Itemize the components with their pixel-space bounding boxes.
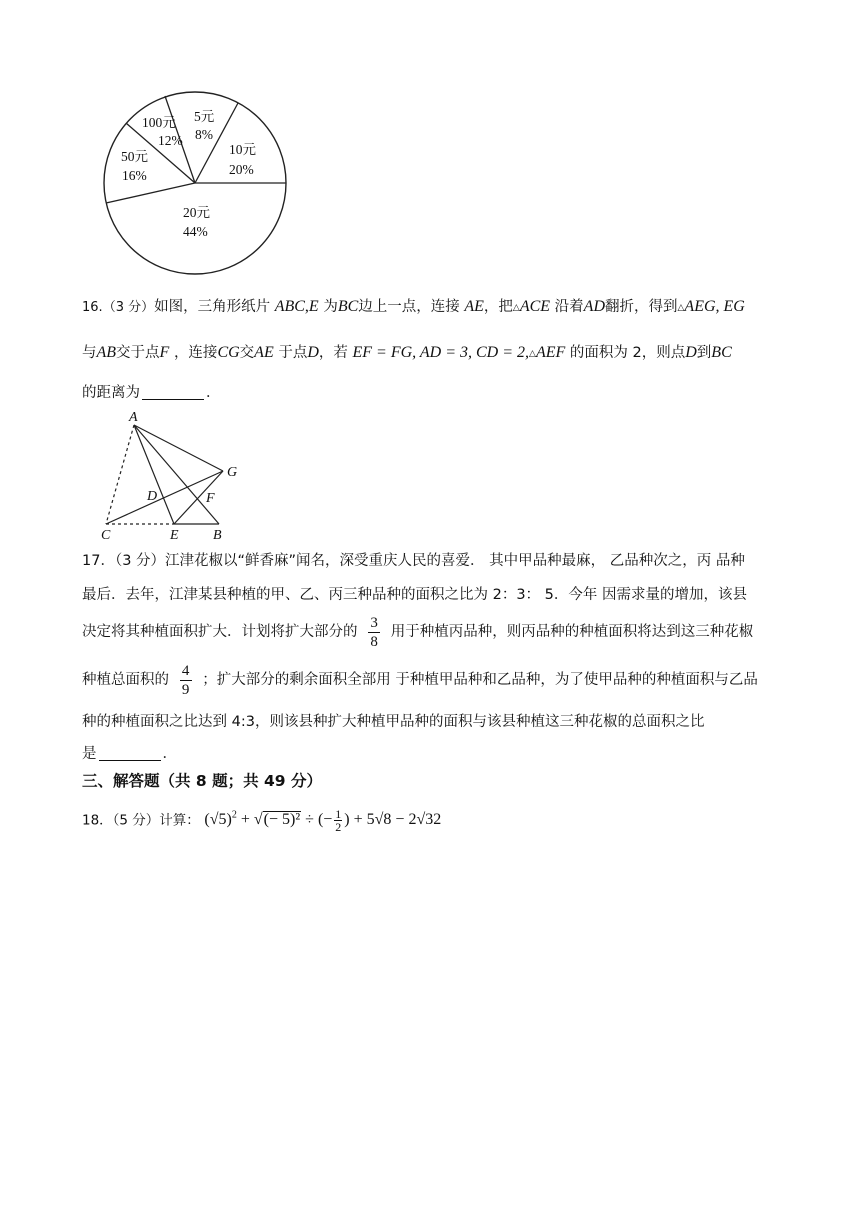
q17-text: 用于种植丙品种，则丙品种的种植面积将达到这三种花椒 [390,624,754,640]
q17-text: 决定将其种植面积扩大．计划将扩大部分的 [82,624,358,640]
q16-text: 于点 [278,345,308,361]
point-a-label: A [129,410,138,425]
q17-line-4 [82,660,758,700]
slice-5-label: 5元 [194,109,215,124]
answer-blank[interactable] [99,746,161,761]
point-e-label: E [170,528,179,543]
slice-10-label: 10元 [229,142,256,157]
q16-text: 交 [239,345,255,361]
q16-text: 如图，三角形纸片 [154,299,271,315]
math-bc: BC [711,344,732,361]
math-d: D [307,344,319,361]
q17-text: ． [162,746,177,762]
q18-label: 18．（5 分）计算： [82,812,200,829]
section-heading: 三、解答题（共 8 题；共 49 分） [82,772,322,790]
q17-line-1: 17．（3 分）江津花椒以“鲜香麻”闻名，深受重庆人民的喜爱． 其中甲品种最麻， 乙品种次之，丙 品种 [82,553,745,569]
q16-line-1: 16.（3 分）如图，三角形纸片 ABC,E 为BC边上一点，连接 AE，把△ACE 沿着AD翻折，得到△AEG, EG [82,298,745,315]
q18-line [82,803,441,833]
math-ae: AE [464,298,484,315]
q18-expression: $(√5)^2$ + √(− 5)² ÷ (− $\frac{1}{2}$ ) + 5√8 − 2√32 [204,807,442,835]
point-d-label: D [147,489,158,504]
point-c-label: C [101,528,111,543]
triangle-symbol: △ [529,349,536,359]
q16-text: 边上一点，连接 [358,299,460,315]
point-b-label: B [213,528,222,543]
point-g-label: G [227,465,238,480]
q16-line-3 [82,383,221,403]
math-ae: AE [254,344,274,361]
q16-text: 沿着 [554,299,584,315]
slice-50-label: 50元 [121,149,148,164]
slice-50-pct: 16% [122,168,147,183]
q16-text: 的距离为 [82,385,140,401]
q17-text: 是 [82,746,97,762]
math-aef: AEF [535,344,566,361]
q17-line-6 [82,744,177,764]
q17-line-3 [82,612,753,652]
q16-text: 交于点 [116,345,160,361]
q16-text: 的面积为 2，则点 [569,345,686,361]
q16-text: ，把 [483,299,513,315]
q17-text: 种植总面积的 [82,672,169,688]
geometry-figure [96,408,256,543]
slice-20-pct: 44% [183,224,208,239]
math-aeg-eg: AEG, EG [684,298,745,315]
q16-text: ，连接 [173,345,218,361]
q16-number: 16. [82,300,103,315]
math-condition: EF = FG, AD = 3, CD = 2, [352,344,530,361]
fraction-four-ninths: $\frac{4}{9}$ [180,662,192,699]
q16-text: 与 [82,345,97,361]
slice-5-pct: 8% [195,127,213,142]
q16-text: ． [206,385,221,401]
q16-score: （3 分） [102,300,155,315]
q17-text: ；扩大部分的剩余面积全部用 于种植甲品种和乙品种，为了使甲品种的种植面积与乙品 [202,672,758,688]
q16-text: 为 [323,299,338,315]
slice-100-label: 100元 [142,115,176,130]
q16-text: 到 [696,345,712,361]
math-bc: BC [337,298,359,315]
q16-line-2 [82,343,732,364]
q16-text: 翻折，得到 [605,299,678,315]
answer-blank[interactable] [142,385,204,400]
slice-20-label: 20元 [183,205,210,220]
math-cg: CG [217,344,240,361]
q17-line-2: 最后．去年，江津某县种植的甲、乙、丙三种品种的面积之比为 2：3： 5．今年 因需求量的增加，该县 [82,587,747,603]
math-f: F [159,344,170,361]
math-ab: AB [96,344,117,361]
math-abc: ABC [274,298,305,315]
triangle-symbol: △ [677,303,685,313]
math-ad: AD [583,298,605,315]
math-d: D [685,344,697,361]
q16-text: ，若 [318,345,348,361]
q17-line-5: 种的种植面积之比达到 4:3，则该县种扩大种植甲品种的面积与该县种植这三种花椒的总面积之比 [82,714,705,730]
point-f-label: F [206,491,215,506]
slice-10-pct: 20% [229,162,254,177]
denomination-pie-chart [98,88,292,278]
triangle-symbol: △ [512,303,520,313]
math-ace: ACE [519,298,551,315]
fraction-three-eighths: $\frac{3}{8}$ [368,614,380,651]
math-e: E [308,298,319,315]
slice-100-pct: 12% [158,133,183,148]
